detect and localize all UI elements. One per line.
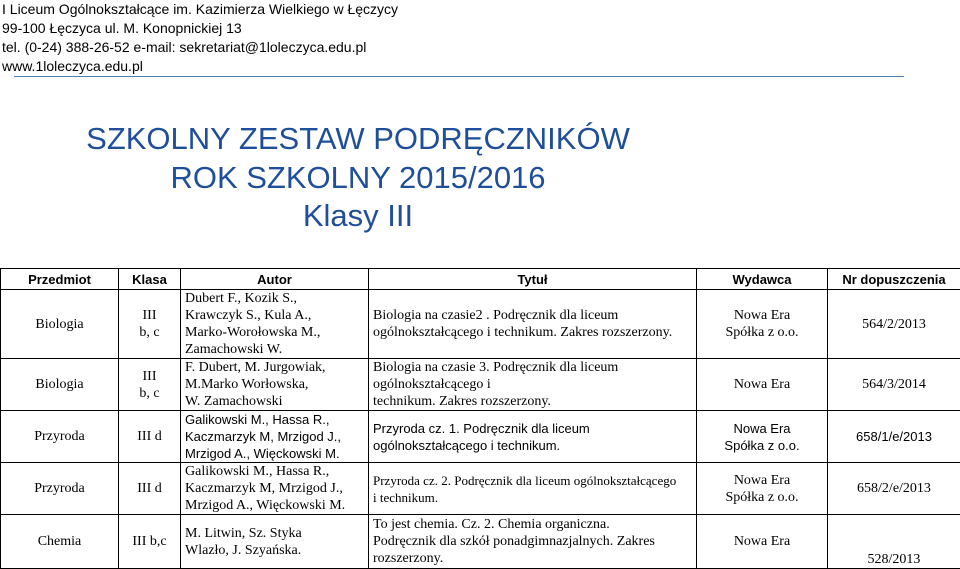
school-name: I Liceum Ogólnokształcące im. Kazimierza Wielkiego w Łęczycy xyxy=(2,0,398,19)
subject-cell: Przyroda xyxy=(1,463,119,515)
school-contact: tel. (0-24) 388-26-52 e-mail: sekretariat@1loleczyca.edu.pl xyxy=(2,38,398,57)
publisher-cell: Nowa Era Spółka z o.o. xyxy=(697,463,828,515)
table-row xyxy=(1,515,960,569)
header-subject: Przedmiot xyxy=(1,269,119,290)
header-publisher: Wydawca xyxy=(697,269,828,290)
school-website: www.1loleczyca.edu.pl xyxy=(2,57,398,76)
title-cell: To jest chemia. Cz. 2. Chemia organiczna. Podręcznik dla szkół ponadgimnazjalnych. Zakres rozszerzony. xyxy=(369,515,697,569)
header-divider xyxy=(14,76,904,77)
header-title: Tytuł xyxy=(369,269,697,290)
table-row xyxy=(1,411,960,463)
class-level: Klasy III xyxy=(0,197,716,235)
class-cell: III d xyxy=(119,411,181,463)
author-cell: Galikowski M., Hassa R., Kaczmarzyk M, Mrzigod J., Mrzigod A., Więckowski M. xyxy=(181,463,369,515)
title-cell: Przyroda cz. 2. Podręcznik dla liceum ogólnokształcącego i technikum. xyxy=(369,463,697,515)
table-row xyxy=(1,290,960,359)
document-title: SZKOLNY ZESTAW PODRĘCZNIKÓW xyxy=(0,120,716,158)
approval-number-cell: 564/3/2014 xyxy=(828,359,960,411)
publisher-cell: Nowa Era xyxy=(697,359,828,411)
table-header-row xyxy=(1,269,960,290)
textbook-table xyxy=(0,268,960,569)
header-class: Klasa xyxy=(119,269,181,290)
subject-cell: Biologia xyxy=(1,290,119,359)
table-row xyxy=(1,359,960,411)
publisher-cell: Nowa Era Spółka z o.o. xyxy=(697,411,828,463)
school-address: 99-100 Łęczyca ul. M. Konopnickiej 13 xyxy=(2,19,398,38)
publisher-cell: Nowa Era xyxy=(697,515,828,569)
approval-number-cell: 658/2/e/2013 xyxy=(828,463,960,515)
class-cell: III b,c xyxy=(119,515,181,569)
author-cell: F. Dubert, M. Jurgowiak, M.Marko Worłowska, W. Zamachowski xyxy=(181,359,369,411)
subject-cell: Biologia xyxy=(1,359,119,411)
header-approval-number: Nr dopuszczenia xyxy=(828,269,960,290)
approval-number-cell: 528/2013 xyxy=(828,515,960,569)
school-year: ROK SZKOLNY 2015/2016 xyxy=(0,159,716,197)
header-author: Autor xyxy=(181,269,369,290)
title-cell: Biologia na czasie2 . Podręcznik dla liceum ogólnokształcącego i technikum. Zakres rozszerzony. xyxy=(369,290,697,359)
table-row xyxy=(1,463,960,515)
class-cell: III b, c xyxy=(119,359,181,411)
author-cell: Galikowski M., Hassa R., Kaczmarzyk M, Mrzigod J., Mrzigod A., Więckowski M. xyxy=(181,411,369,463)
approval-number-cell: 658/1/e/2013 xyxy=(828,411,960,463)
publisher-cell: Nowa Era Spółka z o.o. xyxy=(697,290,828,359)
title-cell: Biologia na czasie 3. Podręcznik dla liceum ogólnokształcącego i technikum. Zakres rozszerzony. xyxy=(369,359,697,411)
approval-number-cell: 564/2/2013 xyxy=(828,290,960,359)
author-cell: M. Litwin, Sz. Styka Wlazło, J. Szyańska. xyxy=(181,515,369,569)
subject-cell: Przyroda xyxy=(1,411,119,463)
title-cell: Przyroda cz. 1. Podręcznik dla liceum ogólnokształcącego i technikum. xyxy=(369,411,697,463)
author-cell: Dubert F., Kozik S., Krawczyk S., Kula A., Marko-Worołowska M., Zamachowski W. xyxy=(181,290,369,359)
class-cell: III b, c xyxy=(119,290,181,359)
subject-cell: Chemia xyxy=(1,515,119,569)
class-cell: III d xyxy=(119,463,181,515)
school-header xyxy=(2,0,398,76)
